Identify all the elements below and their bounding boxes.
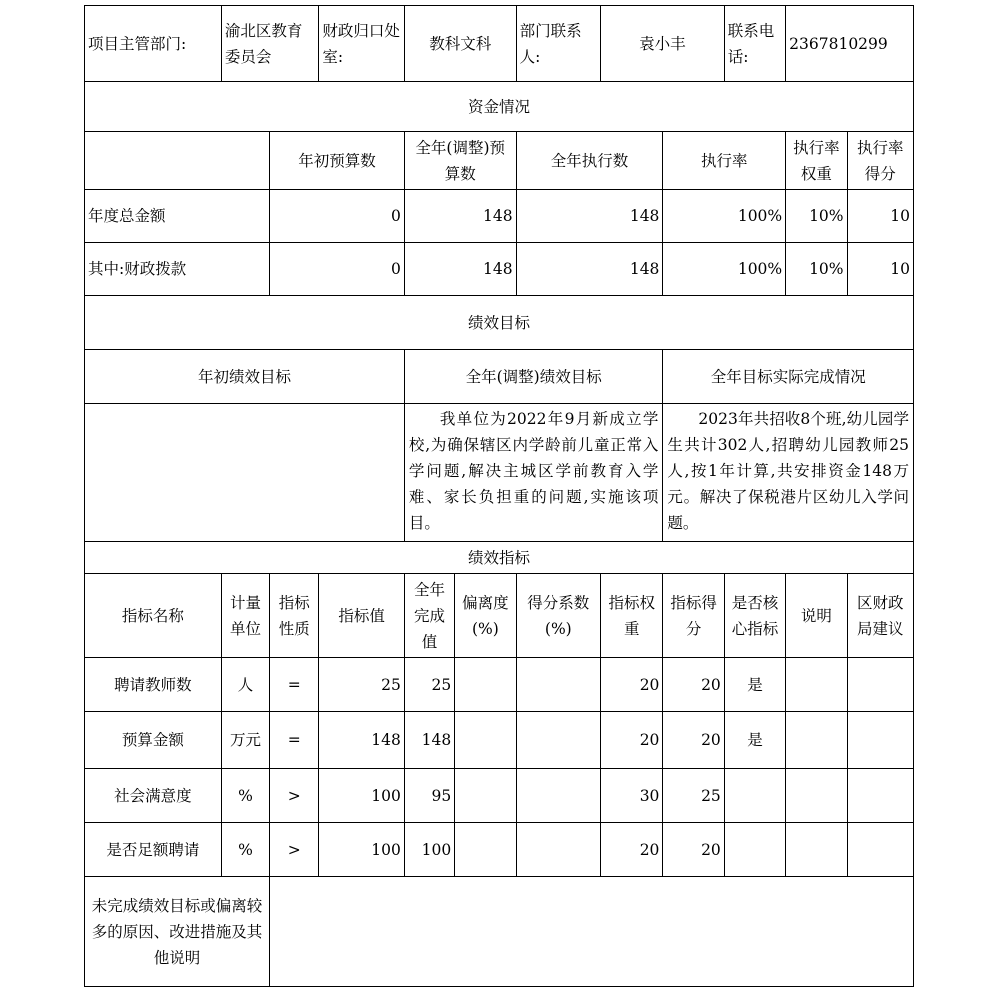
goals-col-actual: 全年目标实际完成情况 — [663, 350, 914, 404]
ind-weight: 20 — [601, 823, 663, 877]
funds-cell: 10% — [786, 190, 847, 243]
goals-adjusted-text: 我单位为2022年9月新成立学校,为确保辖区内学龄前儿童正常入学问题,解决主城区学前教育入学难、家长负担重的问题,实施该项目。 — [404, 404, 663, 542]
ind-coef — [516, 658, 601, 712]
ind-core: 是 — [724, 658, 785, 712]
funds-cell: 100% — [663, 190, 786, 243]
funds-cell: 148 — [404, 243, 516, 296]
ind-unit: 万元 — [221, 712, 269, 769]
ind-coef — [516, 769, 601, 823]
dept-value: 渝北区教育委员会 — [221, 6, 319, 82]
indicators-section-row — [85, 542, 914, 574]
goals-initial-text — [85, 404, 405, 542]
ind-advice — [847, 712, 913, 769]
ind-advice — [847, 769, 913, 823]
funds-cell: 10% — [786, 243, 847, 296]
funds-cell: 148 — [516, 243, 663, 296]
evaluation-table — [84, 5, 914, 987]
ind-col-score: 指标得分 — [663, 574, 724, 658]
table-row — [85, 823, 914, 877]
ind-deviation — [455, 712, 516, 769]
ind-col-target: 指标值 — [319, 574, 405, 658]
funds-col-rate-weight: 执行率权重 — [786, 132, 847, 190]
table-row — [85, 658, 914, 712]
ind-col-advice: 区财政局建议 — [847, 574, 913, 658]
funds-row-label: 年度总金额 — [85, 190, 270, 243]
funds-cell: 148 — [516, 190, 663, 243]
ind-col-note: 说明 — [786, 574, 847, 658]
goals-section-row — [85, 296, 914, 350]
ind-score: 20 — [663, 712, 724, 769]
table-row — [85, 769, 914, 823]
ind-advice — [847, 658, 913, 712]
goals-actual-text: 2023年共招收8个班,幼儿园学生共计302人,招聘幼儿园教师25人,按1年计算,共安排资金148万元。解决了保税港片区幼儿入学问题。 — [663, 404, 914, 542]
ind-name: 是否足额聘请 — [85, 823, 222, 877]
ind-done: 100 — [404, 823, 454, 877]
funds-cell: 100% — [663, 243, 786, 296]
ind-done: 95 — [404, 769, 454, 823]
ind-note — [786, 823, 847, 877]
ind-core: 是 — [724, 712, 785, 769]
dept-label: 项目主管部门: — [85, 6, 222, 82]
ind-col-core: 是否核心指标 — [724, 574, 785, 658]
ind-col-done: 全年完成值 — [404, 574, 454, 658]
ind-score: 20 — [663, 823, 724, 877]
ind-target: 25 — [319, 658, 405, 712]
ind-deviation — [455, 769, 516, 823]
ind-nature: > — [270, 769, 319, 823]
phone-label: 联系电话: — [724, 6, 785, 82]
goals-header-row — [85, 350, 914, 404]
funds-header-row — [85, 132, 914, 190]
ind-col-deviation: 偏离度(%) — [455, 574, 516, 658]
ind-nature: = — [270, 712, 319, 769]
ind-nature: = — [270, 658, 319, 712]
ind-col-nature: 指标性质 — [270, 574, 319, 658]
contact-value: 袁小丰 — [601, 6, 725, 82]
ind-note — [786, 658, 847, 712]
goals-content-row — [85, 404, 914, 542]
funds-col-adjusted: 全年(调整)预算数 — [404, 132, 516, 190]
ind-unit: % — [221, 823, 269, 877]
ind-weight: 30 — [601, 769, 663, 823]
funds-cell: 10 — [847, 243, 913, 296]
phone-value: 2367810299 — [786, 6, 914, 82]
funds-col-executed: 全年执行数 — [516, 132, 663, 190]
ind-note — [786, 712, 847, 769]
funds-col-rate-score: 执行率得分 — [847, 132, 913, 190]
ind-advice — [847, 823, 913, 877]
funds-section-title: 资金情况 — [85, 82, 914, 132]
contact-label: 部门联系人: — [516, 6, 601, 82]
ind-core — [724, 823, 785, 877]
goals-section-title: 绩效目标 — [85, 296, 914, 350]
funds-cell: 148 — [404, 190, 516, 243]
funds-row-total — [85, 190, 914, 243]
ind-col-weight: 指标权重 — [601, 574, 663, 658]
ind-target: 100 — [319, 823, 405, 877]
ind-deviation — [455, 823, 516, 877]
funds-cell: 0 — [270, 190, 405, 243]
ind-col-name: 指标名称 — [85, 574, 222, 658]
funds-row-label: 其中:财政拨款 — [85, 243, 270, 296]
ind-name: 聘请教师数 — [85, 658, 222, 712]
funds-col-initial: 年初预算数 — [270, 132, 405, 190]
ind-core — [724, 769, 785, 823]
ind-coef — [516, 823, 601, 877]
goals-col-initial: 年初绩效目标 — [85, 350, 405, 404]
funds-col-rate: 执行率 — [663, 132, 786, 190]
indicators-header-row — [85, 574, 914, 658]
ind-done: 148 — [404, 712, 454, 769]
finance-label: 财政归口处室: — [319, 6, 405, 82]
ind-weight: 20 — [601, 712, 663, 769]
ind-name: 社会满意度 — [85, 769, 222, 823]
footer-row — [85, 877, 914, 987]
ind-note — [786, 769, 847, 823]
ind-coef — [516, 712, 601, 769]
funds-corner-cell — [85, 132, 270, 190]
ind-nature: > — [270, 823, 319, 877]
ind-deviation — [455, 658, 516, 712]
performance-evaluation-form — [84, 5, 914, 987]
ind-weight: 20 — [601, 658, 663, 712]
ind-unit: % — [221, 769, 269, 823]
funds-row-fiscal — [85, 243, 914, 296]
goals-col-adjusted: 全年(调整)绩效目标 — [404, 350, 663, 404]
ind-unit: 人 — [221, 658, 269, 712]
indicators-section-title: 绩效指标 — [85, 542, 914, 574]
ind-done: 25 — [404, 658, 454, 712]
footer-value — [270, 877, 914, 987]
ind-score: 20 — [663, 658, 724, 712]
ind-target: 148 — [319, 712, 405, 769]
footer-label: 未完成绩效目标或偏离较多的原因、改进措施及其他说明 — [85, 877, 270, 987]
finance-value: 教科文科 — [404, 6, 516, 82]
ind-score: 25 — [663, 769, 724, 823]
funds-section-row — [85, 82, 914, 132]
ind-col-unit: 计量单位 — [221, 574, 269, 658]
funds-cell: 10 — [847, 190, 913, 243]
table-row — [85, 712, 914, 769]
ind-name: 预算金额 — [85, 712, 222, 769]
ind-col-coef: 得分系数(%) — [516, 574, 601, 658]
funds-cell: 0 — [270, 243, 405, 296]
ind-target: 100 — [319, 769, 405, 823]
header-row — [85, 6, 914, 82]
